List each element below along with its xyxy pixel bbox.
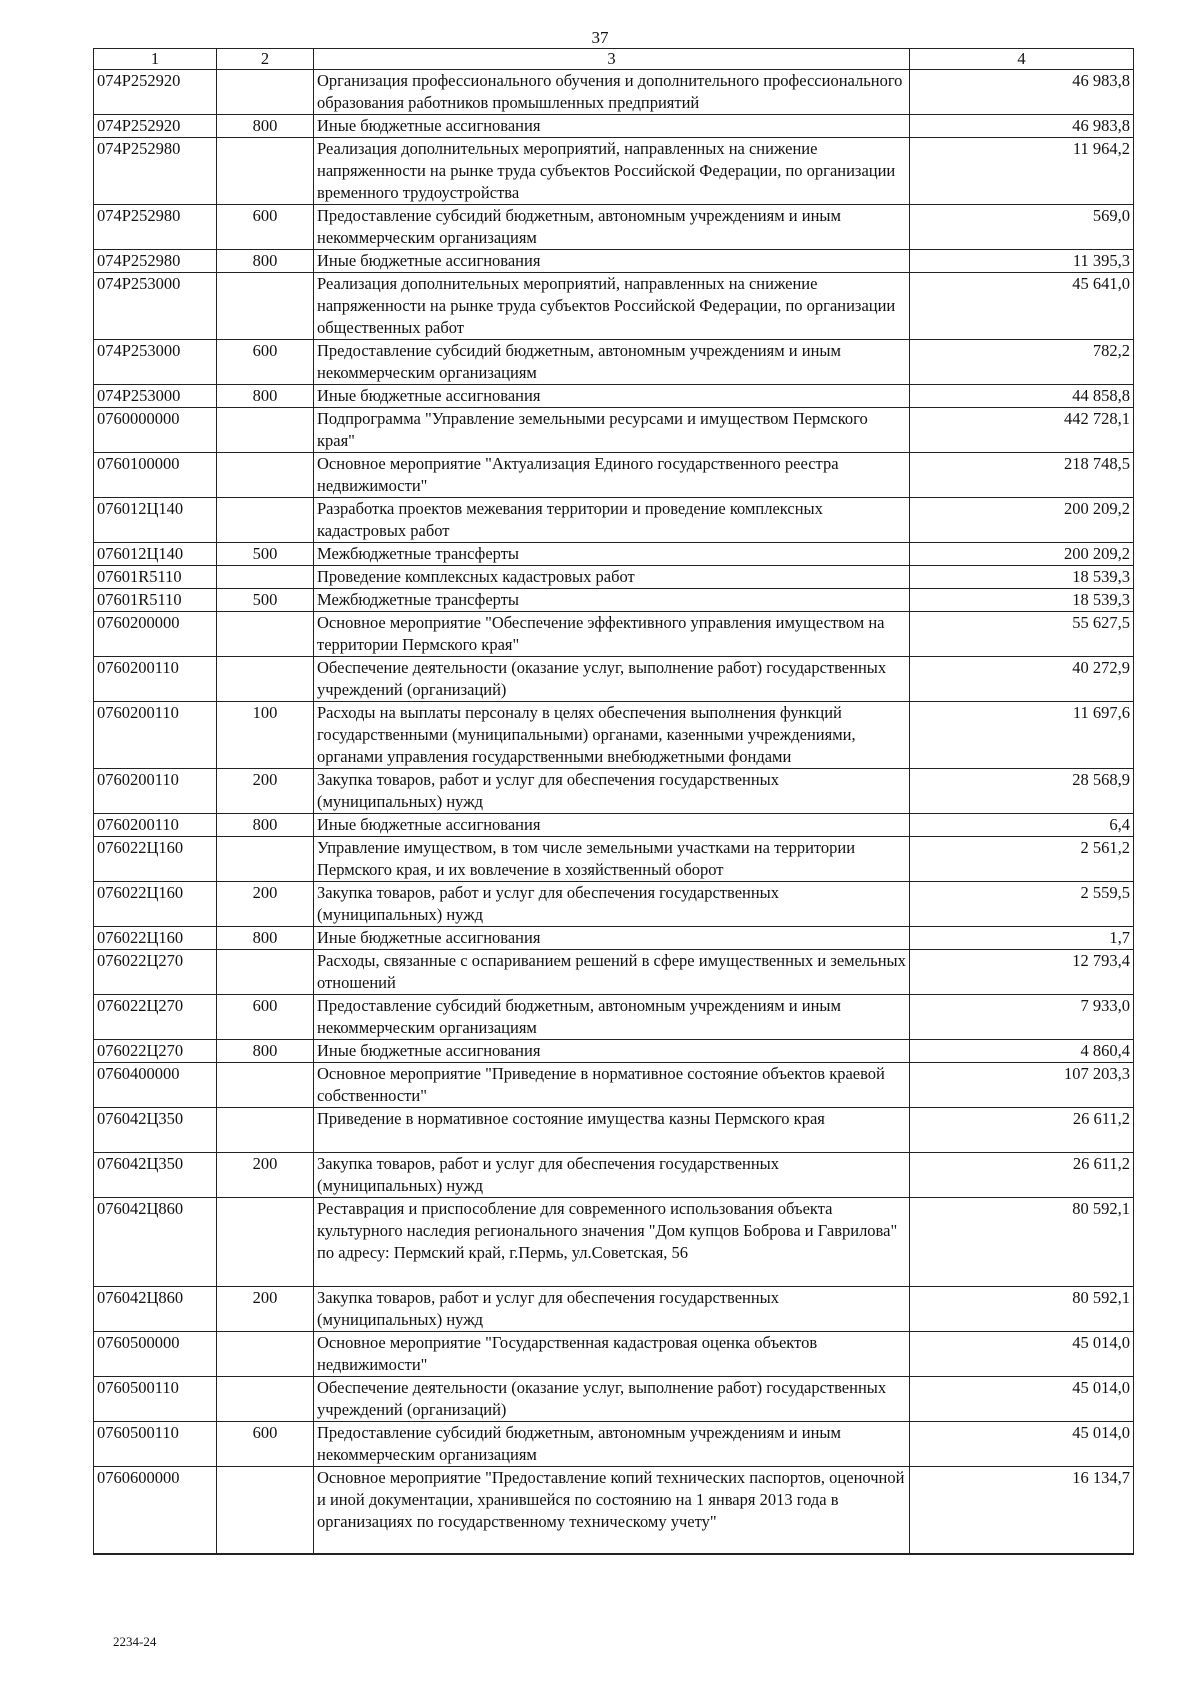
table-row <box>94 543 1134 566</box>
row-expense-type: 800 <box>217 385 314 408</box>
row-expense-type <box>217 657 314 702</box>
table-row <box>94 1063 1134 1108</box>
row-expense-type <box>217 1332 314 1377</box>
row-name: Иные бюджетные ассигнования <box>314 250 910 273</box>
row-amount: 45 014,0 <box>910 1422 1134 1467</box>
row-name: Обеспечение деятельности (оказание услуг, выполнение работ) государственных учреждений (организаций) <box>314 657 910 702</box>
row-name: Предоставление субсидий бюджетным, автономным учреждениям и иным некоммерческим организациям <box>314 205 910 250</box>
row-expense-type: 100 <box>217 702 314 769</box>
row-code: 074P252920 <box>94 70 217 115</box>
row-expense-type: 200 <box>217 1153 314 1198</box>
table-row <box>94 702 1134 769</box>
row-code: 076042Ц350 <box>94 1153 217 1198</box>
document-footer-code: 2234-24 <box>113 1634 157 1649</box>
row-name: Закупка товаров, работ и услуг для обеспечения государственных (муниципальных) нужд <box>314 769 910 814</box>
row-name: Реализация дополнительных мероприятий, направленных на снижение напряженности на рынке труда субъектов Российской Федерации, по организации временного трудоустройства <box>314 138 910 205</box>
row-amount: 18 539,3 <box>910 566 1134 589</box>
row-amount: 218 748,5 <box>910 453 1134 498</box>
row-name: Предоставление субсидий бюджетным, автономным учреждениям и иным некоммерческим организациям <box>314 995 910 1040</box>
row-name: Иные бюджетные ассигнования <box>314 927 910 950</box>
row-expense-type <box>217 950 314 995</box>
table-row <box>94 1467 1134 1555</box>
row-expense-type: 600 <box>217 340 314 385</box>
table-row <box>94 1422 1134 1467</box>
table-row <box>94 273 1134 340</box>
row-expense-type <box>217 273 314 340</box>
row-code: 0760200110 <box>94 657 217 702</box>
row-amount: 4 860,4 <box>910 1040 1134 1063</box>
row-code: 0760500110 <box>94 1422 217 1467</box>
row-amount: 55 627,5 <box>910 612 1134 657</box>
row-name: Организация профессионального обучения и дополнительного профессионального образования работников промышленных предприятий <box>314 70 910 115</box>
row-expense-type: 200 <box>217 1287 314 1332</box>
row-amount: 40 272,9 <box>910 657 1134 702</box>
row-expense-type <box>217 1063 314 1108</box>
row-code: 0760600000 <box>94 1467 217 1555</box>
row-code: 076042Ц860 <box>94 1198 217 1287</box>
row-expense-type: 600 <box>217 995 314 1040</box>
row-code: 0760200000 <box>94 612 217 657</box>
row-expense-type <box>217 837 314 882</box>
row-code: 0760200110 <box>94 814 217 837</box>
row-amount: 18 539,3 <box>910 589 1134 612</box>
row-name: Закупка товаров, работ и услуг для обеспечения государственных (муниципальных) нужд <box>314 1153 910 1198</box>
row-amount: 28 568,9 <box>910 769 1134 814</box>
column-header-3: 3 <box>314 49 910 70</box>
column-header-2: 2 <box>217 49 314 70</box>
table-row <box>94 70 1134 115</box>
row-expense-type <box>217 138 314 205</box>
row-code: 0760200110 <box>94 702 217 769</box>
column-header-4: 4 <box>910 49 1134 70</box>
table-row <box>94 138 1134 205</box>
page-number: 37 <box>591 28 609 47</box>
row-name: Предоставление субсидий бюджетным, автономным учреждениям и иным некоммерческим организациям <box>314 340 910 385</box>
row-name: Закупка товаров, работ и услуг для обеспечения государственных (муниципальных) нужд <box>314 1287 910 1332</box>
row-code: 0760000000 <box>94 408 217 453</box>
table-row <box>94 1377 1134 1422</box>
table-row <box>94 1040 1134 1063</box>
row-expense-type: 800 <box>217 927 314 950</box>
row-expense-type <box>217 1108 314 1153</box>
row-expense-type: 800 <box>217 1040 314 1063</box>
row-name: Иные бюджетные ассигнования <box>314 814 910 837</box>
row-expense-type <box>217 1467 314 1555</box>
row-amount: 16 134,7 <box>910 1467 1134 1555</box>
row-amount: 200 209,2 <box>910 498 1134 543</box>
row-amount: 2 561,2 <box>910 837 1134 882</box>
table-row <box>94 837 1134 882</box>
row-code: 074P252980 <box>94 250 217 273</box>
table-row <box>94 612 1134 657</box>
row-amount: 6,4 <box>910 814 1134 837</box>
row-name: Основное мероприятие "Приведение в нормативное состояние объектов краевой собственности" <box>314 1063 910 1108</box>
row-expense-type <box>217 1377 314 1422</box>
table-row <box>94 1153 1134 1198</box>
table-row <box>94 882 1134 927</box>
row-amount: 442 728,1 <box>910 408 1134 453</box>
row-amount: 26 611,2 <box>910 1153 1134 1198</box>
row-name: Основное мероприятие "Актуализация Единого государственного реестра недвижимости" <box>314 453 910 498</box>
row-code: 074P252980 <box>94 205 217 250</box>
row-name: Расходы, связанные с оспариванием решений в сфере имущественных и земельных отношений <box>314 950 910 995</box>
row-code: 0760500110 <box>94 1377 217 1422</box>
row-name: Обеспечение деятельности (оказание услуг, выполнение работ) государственных учреждений (организаций) <box>314 1377 910 1422</box>
row-expense-type: 600 <box>217 1422 314 1467</box>
table-row <box>94 205 1134 250</box>
row-amount: 45 014,0 <box>910 1377 1134 1422</box>
row-expense-type <box>217 408 314 453</box>
row-expense-type <box>217 498 314 543</box>
row-name: Межбюджетные трансферты <box>314 589 910 612</box>
row-code: 074P252920 <box>94 115 217 138</box>
table-row <box>94 1108 1134 1153</box>
row-name: Иные бюджетные ассигнования <box>314 1040 910 1063</box>
table-row <box>94 814 1134 837</box>
row-amount: 12 793,4 <box>910 950 1134 995</box>
table-row <box>94 1287 1134 1332</box>
row-expense-type <box>217 1198 314 1287</box>
table-header <box>94 49 1134 70</box>
row-code: 076022Ц160 <box>94 927 217 950</box>
table-row <box>94 340 1134 385</box>
row-amount: 44 858,8 <box>910 385 1134 408</box>
row-name: Приведение в нормативное состояние имущества казны Пермского края <box>314 1108 910 1153</box>
row-expense-type: 200 <box>217 882 314 927</box>
table-row <box>94 995 1134 1040</box>
row-expense-type: 500 <box>217 589 314 612</box>
row-code: 0760100000 <box>94 453 217 498</box>
row-expense-type: 800 <box>217 814 314 837</box>
table-row <box>94 1332 1134 1377</box>
row-name: Расходы на выплаты персоналу в целях обеспечения выполнения функций государственными (муниципальными) органами, казенными учреждениями, органами управления государственными внебюджетными фондами <box>314 702 910 769</box>
row-code: 076022Ц270 <box>94 995 217 1040</box>
row-name: Иные бюджетные ассигнования <box>314 385 910 408</box>
row-name: Иные бюджетные ассигнования <box>314 115 910 138</box>
table-row <box>94 250 1134 273</box>
row-amount: 2 559,5 <box>910 882 1134 927</box>
table-row <box>94 1198 1134 1287</box>
row-amount: 80 592,1 <box>910 1287 1134 1332</box>
row-name: Основное мероприятие "Предоставление копий технических паспортов, оценочной и иной документации, хранившейся по состоянию на 1 января 2013 года в организациях по государственному техническому учету" <box>314 1467 910 1555</box>
row-expense-type: 800 <box>217 115 314 138</box>
row-expense-type <box>217 453 314 498</box>
row-code: 076022Ц270 <box>94 1040 217 1063</box>
row-amount: 782,2 <box>910 340 1134 385</box>
table-row <box>94 657 1134 702</box>
row-name: Основное мероприятие "Обеспечение эффективного управления имуществом на территории Пермского края" <box>314 612 910 657</box>
row-code: 076012Ц140 <box>94 543 217 566</box>
row-amount: 11 964,2 <box>910 138 1134 205</box>
row-amount: 200 209,2 <box>910 543 1134 566</box>
table-row <box>94 453 1134 498</box>
row-expense-type <box>217 70 314 115</box>
table-row <box>94 566 1134 589</box>
row-code: 074P252980 <box>94 138 217 205</box>
row-code: 074P253000 <box>94 273 217 340</box>
row-code: 076042Ц860 <box>94 1287 217 1332</box>
row-code: 076022Ц160 <box>94 837 217 882</box>
table-row <box>94 385 1134 408</box>
row-amount: 26 611,2 <box>910 1108 1134 1153</box>
row-amount: 46 983,8 <box>910 70 1134 115</box>
table-row <box>94 408 1134 453</box>
row-code: 074P253000 <box>94 340 217 385</box>
row-code: 07601R5110 <box>94 566 217 589</box>
row-name: Реализация дополнительных мероприятий, направленных на снижение напряженности на рынке труда субъектов Российской Федерации, по организации общественных работ <box>314 273 910 340</box>
row-code: 0760400000 <box>94 1063 217 1108</box>
table-row <box>94 950 1134 995</box>
row-code: 0760200110 <box>94 769 217 814</box>
row-amount: 1,7 <box>910 927 1134 950</box>
row-name: Реставрация и приспособление для современного использования объекта культурного наследия регионального значения "Дом купцов Боброва и Гаврилова" по адресу: Пермский край, г.Пермь, ул.Советская, 56 <box>314 1198 910 1287</box>
row-amount: 45 014,0 <box>910 1332 1134 1377</box>
row-code: 0760500000 <box>94 1332 217 1377</box>
row-name: Подпрограмма "Управление земельными ресурсами и имуществом Пермского края" <box>314 408 910 453</box>
row-code: 076022Ц160 <box>94 882 217 927</box>
row-code: 074P253000 <box>94 385 217 408</box>
column-header-1: 1 <box>94 49 217 70</box>
row-amount: 46 983,8 <box>910 115 1134 138</box>
row-name: Разработка проектов межевания территории и проведение комплексных кадастровых работ <box>314 498 910 543</box>
row-expense-type: 500 <box>217 543 314 566</box>
row-amount: 107 203,3 <box>910 1063 1134 1108</box>
row-code: 076012Ц140 <box>94 498 217 543</box>
row-name: Предоставление субсидий бюджетным, автономным учреждениям и иным некоммерческим организациям <box>314 1422 910 1467</box>
row-amount: 80 592,1 <box>910 1198 1134 1287</box>
row-name: Проведение комплексных кадастровых работ <box>314 566 910 589</box>
table-row <box>94 498 1134 543</box>
row-expense-type <box>217 566 314 589</box>
table-row <box>94 769 1134 814</box>
row-name: Основное мероприятие "Государственная кадастровая оценка объектов недвижимости" <box>314 1332 910 1377</box>
row-amount: 569,0 <box>910 205 1134 250</box>
table-row <box>94 115 1134 138</box>
table-row <box>94 927 1134 950</box>
row-name: Управление имуществом, в том числе земельными участками на территории Пермского края, и их вовлечение в хозяйственный оборот <box>314 837 910 882</box>
row-amount: 7 933,0 <box>910 995 1134 1040</box>
row-code: 076022Ц270 <box>94 950 217 995</box>
table-row <box>94 589 1134 612</box>
row-amount: 45 641,0 <box>910 273 1134 340</box>
row-expense-type <box>217 612 314 657</box>
row-expense-type: 200 <box>217 769 314 814</box>
row-expense-type: 800 <box>217 250 314 273</box>
row-code: 076042Ц350 <box>94 1108 217 1153</box>
row-name: Межбюджетные трансферты <box>314 543 910 566</box>
row-amount: 11 697,6 <box>910 702 1134 769</box>
budget-table <box>93 48 1134 1555</box>
table-body <box>94 70 1134 1555</box>
row-name: Закупка товаров, работ и услуг для обеспечения государственных (муниципальных) нужд <box>314 882 910 927</box>
row-code: 07601R5110 <box>94 589 217 612</box>
row-expense-type: 600 <box>217 205 314 250</box>
row-amount: 11 395,3 <box>910 250 1134 273</box>
